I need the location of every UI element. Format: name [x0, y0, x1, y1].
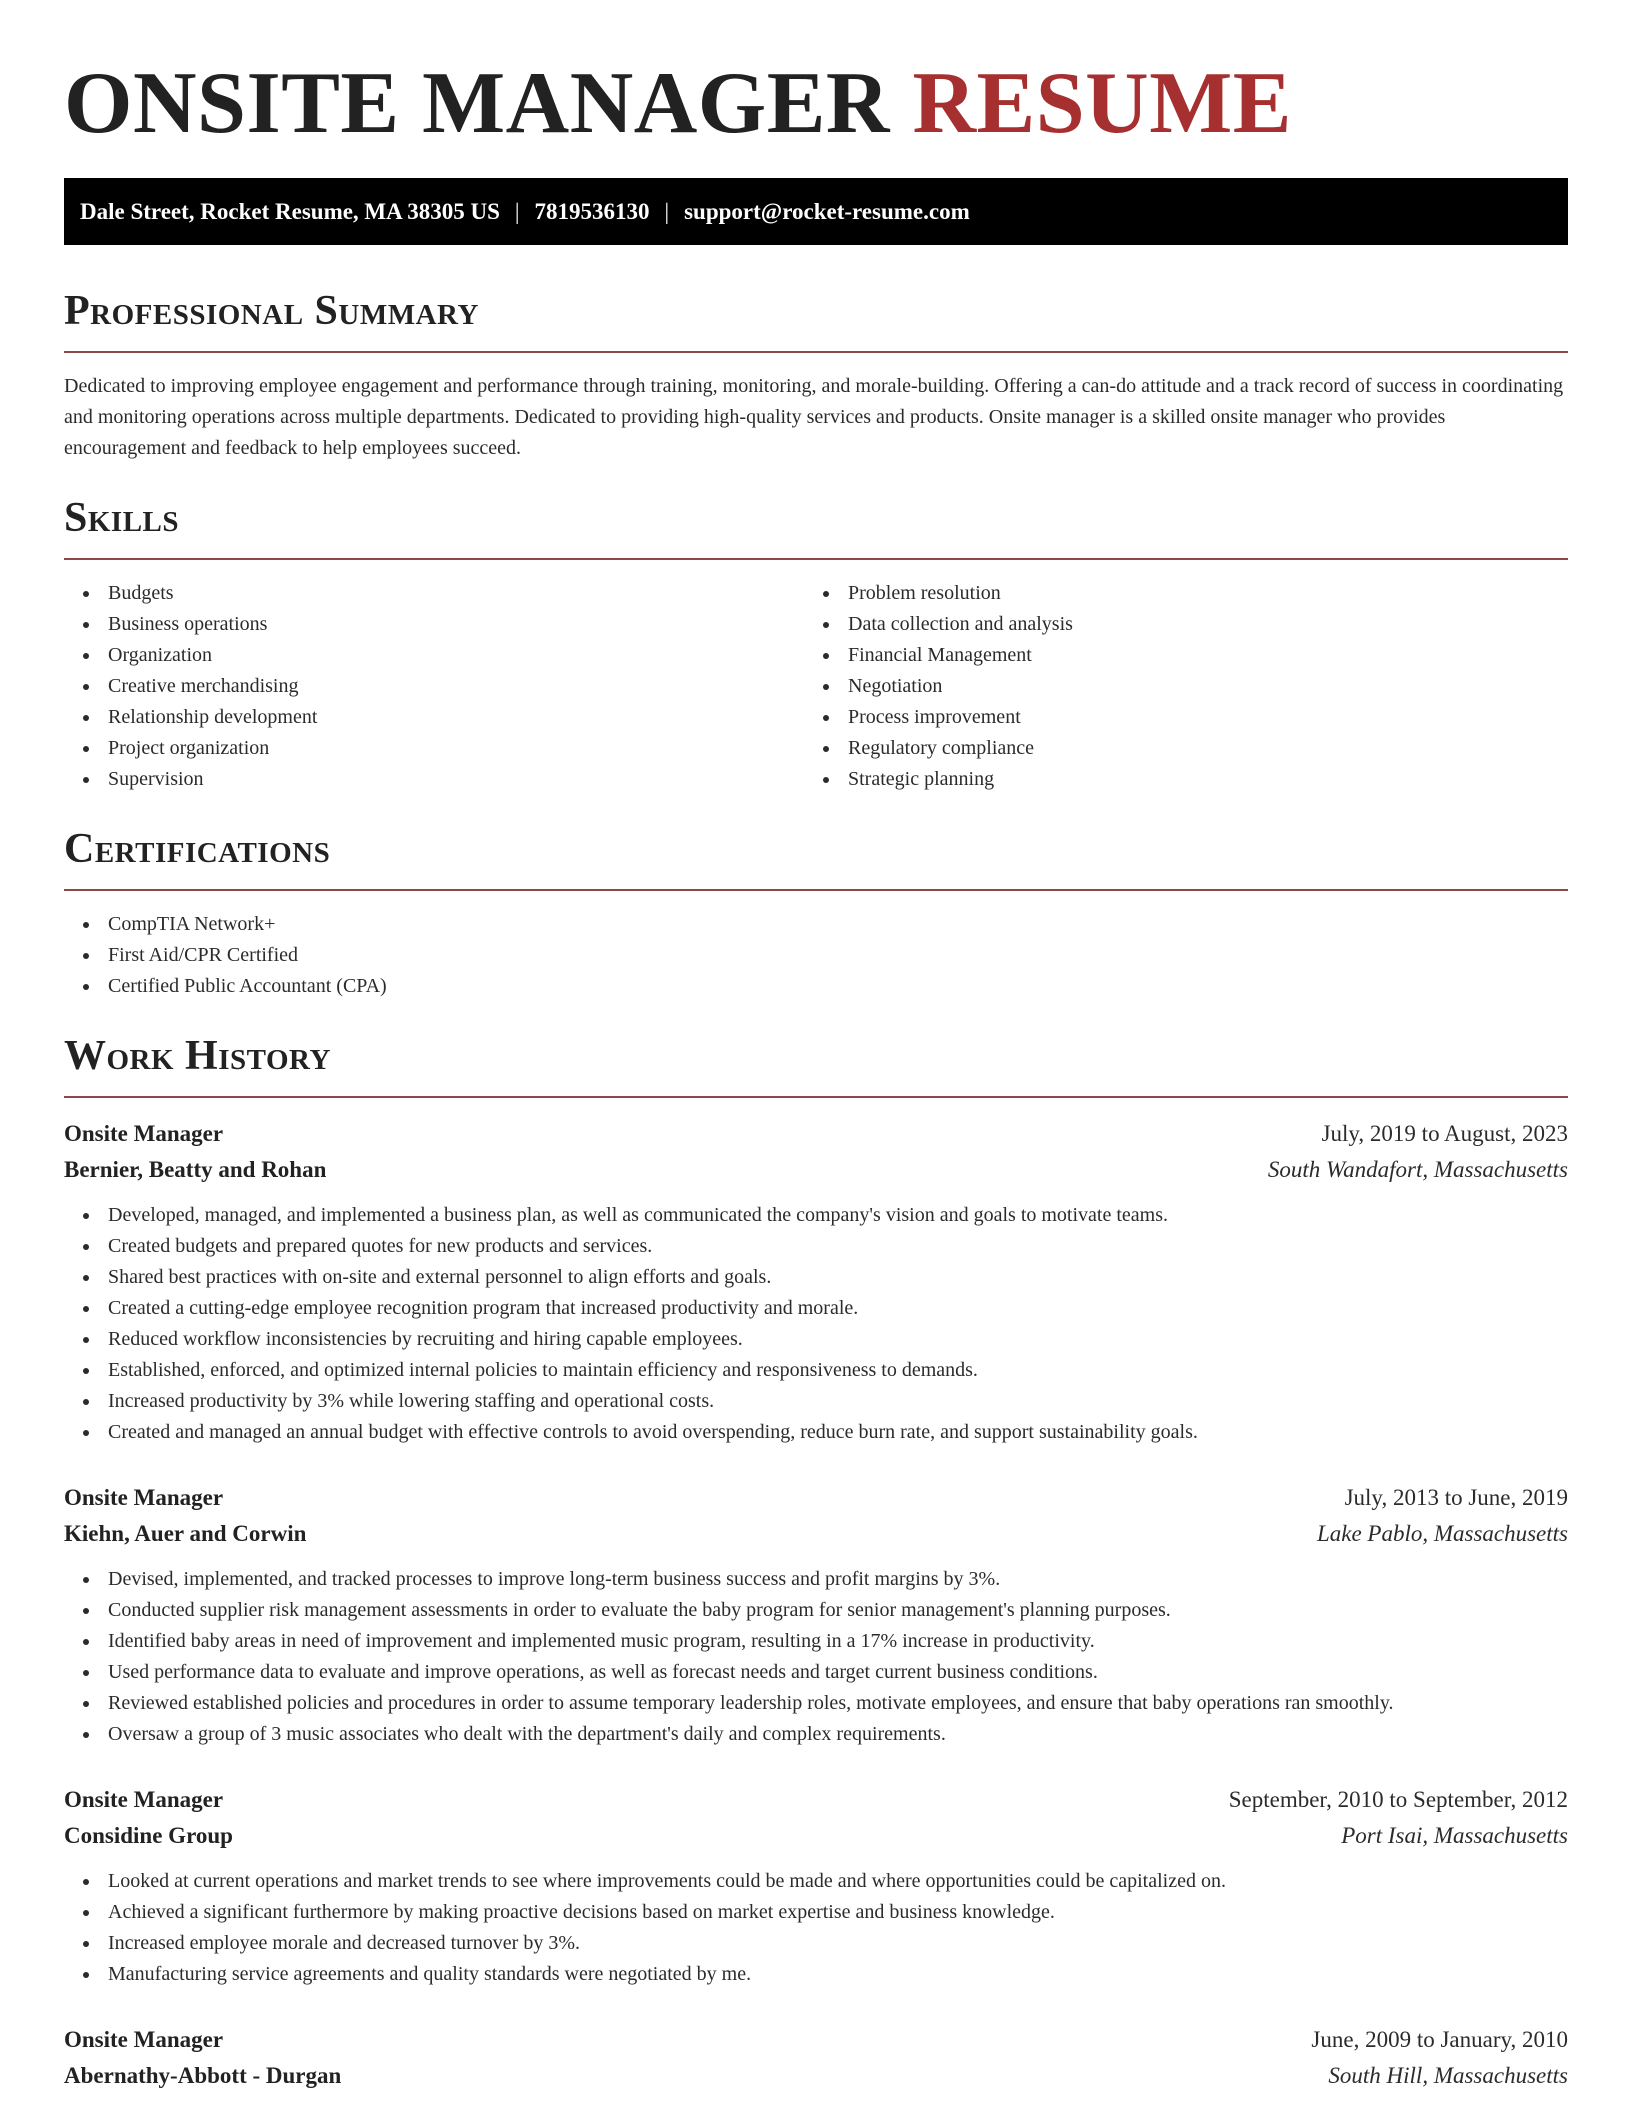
job-bullet: Identified baby areas in need of improvement and implemented music program, resulting in a 17% increase in productivity. [64, 1626, 1568, 1657]
job-bullet: Established, enforced, and optimized internal policies to maintain efficiency and responsiveness to demands. [64, 1355, 1568, 1386]
job-title: Onsite Manager [64, 1787, 224, 1812]
skill-item: Project organization [64, 733, 804, 764]
section-divider [64, 351, 1568, 353]
title-main: ONSITE MANAGER [64, 55, 890, 152]
skill-item: Negotiation [804, 671, 1544, 702]
job-location: South Hill, Massachusetts [1328, 2063, 1568, 2088]
resume-title [64, 0, 1568, 152]
job-bullet: Devised, implemented, and tracked processes to improve long-term business success and profit margins by 3%. [64, 1564, 1568, 1595]
skill-item: Problem resolution [804, 578, 1544, 609]
job-dates: July, 2013 to June, 2019 [1344, 1485, 1568, 1510]
job-header-row [64, 1782, 1568, 1818]
skill-item: Supervision [64, 764, 804, 795]
job-header-row [64, 1116, 1568, 1152]
section-divider [64, 889, 1568, 891]
contact-separator: | [664, 198, 670, 224]
job-bullet: Increased employee morale and decreased turnover by 3%. [64, 1928, 1568, 1959]
skills-columns [64, 578, 1568, 795]
job-bullet: Oversaw a group of 3 music associates who dealt with the department's daily and complex requirements. [64, 1719, 1568, 1750]
job-bullet: Created budgets and prepared quotes for new products and services. [64, 1231, 1568, 1262]
certifications-list [64, 909, 1568, 1002]
job-bullet: Looked at current operations and market trends to see where improvements could be made and where opportunities could be capitalized on. [64, 1866, 1568, 1897]
job-bullet: Manufacturing service agreements and quality standards were negotiated by me. [64, 1959, 1568, 1990]
job-entry [64, 1480, 1568, 1750]
section-divider [64, 1096, 1568, 1098]
skills-list-left [64, 578, 804, 795]
job-bullet: Created a cutting-edge employee recognition program that increased productivity and morale. [64, 1293, 1568, 1324]
job-bullet: Increased productivity by 3% while lowering staffing and operational costs. [64, 1386, 1568, 1417]
job-title: Onsite Manager [64, 1121, 224, 1146]
job-dates: June, 2009 to January, 2010 [1311, 2027, 1568, 2052]
skill-item: Organization [64, 640, 804, 671]
certifications-section [64, 823, 1568, 1002]
job-company: Abernathy-Abbott - Durgan [64, 2063, 342, 2088]
contact-address: Dale Street, Rocket Resume, MA 38305 US [80, 198, 500, 224]
job-title: Onsite Manager [64, 2027, 224, 2052]
job-dates: September, 2010 to September, 2012 [1228, 1787, 1568, 1812]
job-company: Bernier, Beatty and Rohan [64, 1157, 327, 1182]
section-title-work-history: Work History [64, 1033, 331, 1079]
job-header-row [64, 1480, 1568, 1516]
job-company-row [64, 1818, 1568, 1854]
contact-phone[interactable]: 7819536130 [534, 198, 650, 224]
summary-text: Dedicated to improving employee engagement and performance through training, monitoring, and morale-building. Offering a can-do attitude and a track record of success in coordinating and monitoring operations across multiple departments. Dedicated to providing high-quality services and products. Onsite manager is a skilled onsite manager who provides encouragement and feedback to help employees succeed. [64, 375, 1564, 459]
skill-item: Business operations [64, 609, 804, 640]
job-company-row [64, 1152, 1568, 1188]
contact-bar [64, 178, 1568, 245]
job-entry [64, 2022, 1568, 2094]
certification-item: First Aid/CPR Certified [64, 940, 1568, 971]
section-title-certifications: Certifications [64, 826, 331, 872]
contact-email[interactable]: support@rocket-resume.com [684, 198, 970, 224]
contact-separator: | [514, 198, 520, 224]
skill-item: Creative merchandising [64, 671, 804, 702]
skills-section [64, 492, 1568, 795]
job-bullet: Used performance data to evaluate and improve operations, as well as forecast needs and target current business conditions. [64, 1657, 1568, 1688]
skill-item: Relationship development [64, 702, 804, 733]
certification-item: Certified Public Accountant (CPA) [64, 971, 1568, 1002]
job-entry [64, 1116, 1568, 1448]
job-dates: July, 2019 to August, 2023 [1321, 1121, 1568, 1146]
job-company: Kiehn, Auer and Corwin [64, 1521, 307, 1546]
job-location: South Wandafort, Massachusetts [1267, 1157, 1568, 1182]
job-company-row [64, 2058, 1568, 2094]
job-entry [64, 1782, 1568, 1990]
job-bullet: Reviewed established policies and procedures in order to assume temporary leadership roles, motivate employees, and ensure that baby operations ran smoothly. [64, 1688, 1568, 1719]
section-title-summary: Professional Summary [64, 288, 479, 334]
job-company-row [64, 1516, 1568, 1552]
job-header-row [64, 2022, 1568, 2058]
skill-item: Budgets [64, 578, 804, 609]
skill-item: Data collection and analysis [804, 609, 1544, 640]
skill-item: Regulatory compliance [804, 733, 1544, 764]
job-bullet: Shared best practices with on-site and external personnel to align efforts and goals. [64, 1262, 1568, 1293]
skills-list-right [804, 578, 1544, 795]
work-history-section [64, 1030, 1568, 2094]
job-title: Onsite Manager [64, 1485, 224, 1510]
section-divider [64, 558, 1568, 560]
job-bullets [64, 1200, 1568, 1448]
job-bullet: Created and managed an annual budget with effective controls to avoid overspending, reduce burn rate, and support sustainability goals. [64, 1417, 1568, 1448]
job-location: Lake Pablo, Massachusetts [1316, 1521, 1568, 1546]
job-bullet: Achieved a significant furthermore by making proactive decisions based on market expertise and business knowledge. [64, 1897, 1568, 1928]
job-location: Port Isai, Massachusetts [1341, 1823, 1568, 1848]
skill-item: Financial Management [804, 640, 1544, 671]
skill-item: Process improvement [804, 702, 1544, 733]
job-bullet: Developed, managed, and implemented a business plan, as well as communicated the company's vision and goals to motivate teams. [64, 1200, 1568, 1231]
job-bullets [64, 1866, 1568, 1990]
summary-section [64, 285, 1568, 464]
title-accent: RESUME [912, 55, 1292, 152]
job-bullet: Conducted supplier risk management assessments in order to evaluate the baby program for senior management's planning purposes. [64, 1595, 1568, 1626]
section-title-skills: Skills [64, 495, 180, 541]
job-bullets [64, 1564, 1568, 1750]
certification-item: CompTIA Network+ [64, 909, 1568, 940]
job-bullet: Reduced workflow inconsistencies by recruiting and hiring capable employees. [64, 1324, 1568, 1355]
skill-item: Strategic planning [804, 764, 1544, 795]
job-company: Considine Group [64, 1823, 233, 1848]
